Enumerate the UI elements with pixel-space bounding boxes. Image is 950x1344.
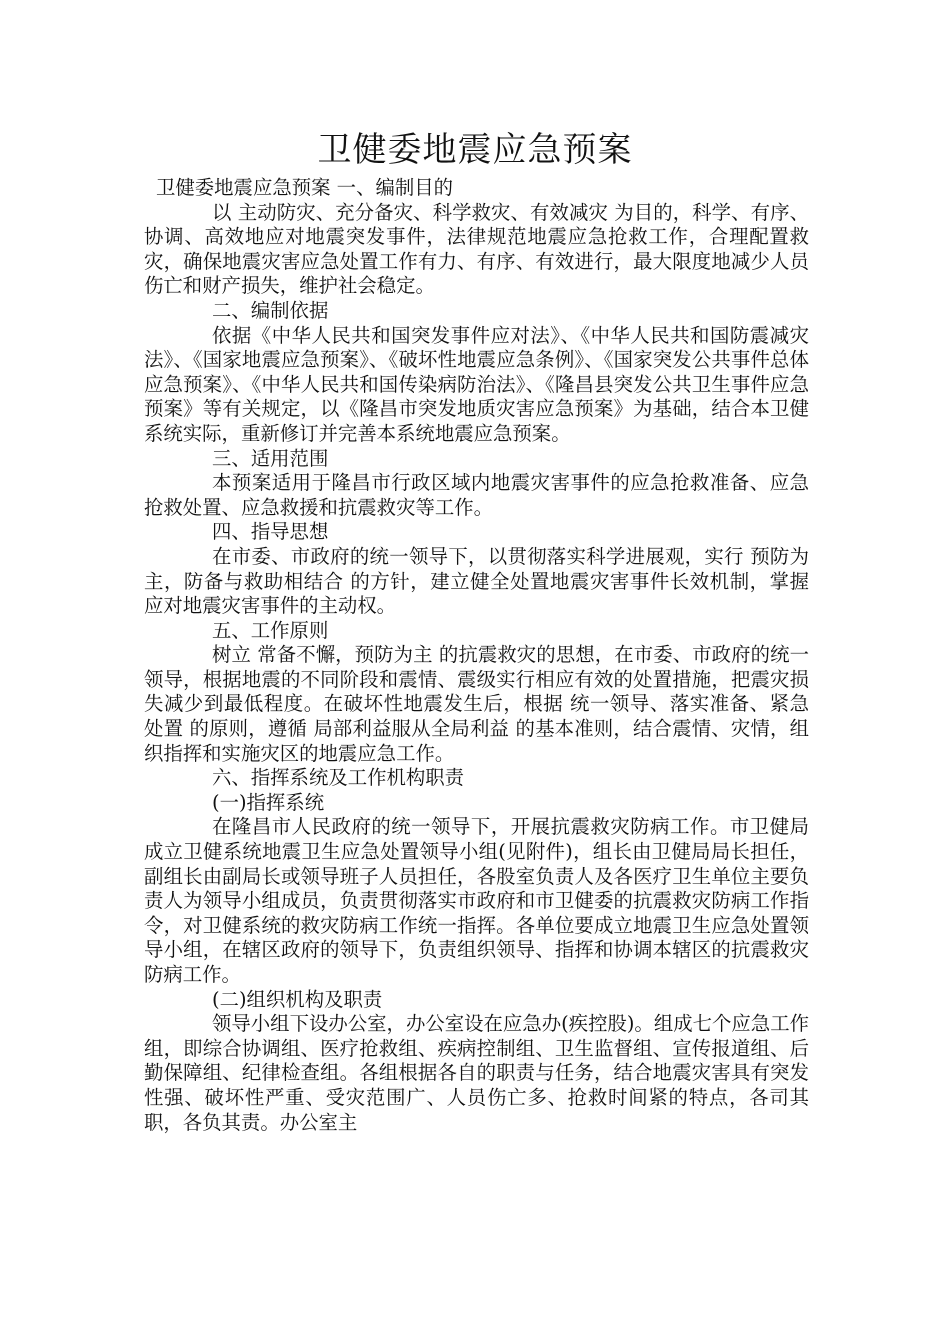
subsection-heading: (一)指挥系统: [212, 790, 325, 814]
section-heading: 六、指挥系统及工作机构职责: [212, 766, 465, 790]
body-paragraph: 在市委、市政府的统一领导下，以贯彻落实科学进展观，实行 预防为主，防备与救助相结合 的方针，建立健全处置地震灾害事件长效机制，掌握应对地震灾害事件的主动权。: [144, 544, 809, 618]
section-heading: 三、适用范围: [212, 446, 329, 470]
body-paragraph: 以 主动防灾、充分备灾、科学救灾、有效减灾 为目的，科学、有序、协调、高效地应对地震突发事件，法律规范地震应急抢救工作，合理配置救灾，确保地震灾害应急处置工作有力、有序、有效进行，最大限度地减少人员伤亡和财产损失，维护社会稳定。: [144, 200, 809, 298]
body-paragraph: 依据《中华人民共和国突发事件应对法》、《中华人民共和国防震减灾法》、《国家地震应急预案》、《破坏性地震应急条例》、《国家突发公共事件总体应急预案》、《中华人民共和国传染病防治法》、《隆昌县突发公共卫生事件应急预案》等有关规定，以《隆昌市突发地质灾害应急预案》为基础，结合本卫健系统实际，重新修订并完善本系统地震应急预案。: [144, 323, 809, 445]
body-paragraph: 领导小组下设办公室，办公室设在应急办(疾控股)。组成七个应急工作组，即综合协调组、医疗抢救组、疾病控制组、卫生监督组、宣传报道组、后勤保障组、纪律检查组。各组根据各自的职责与任务，结合地震灾害具有突发性强、破坏性严重、受灾范围广、人员伤亡多、抢救时间紧的特点，各司其职，各负其责。办公室主: [144, 1012, 809, 1134]
subsection-heading: (二)组织机构及职责: [212, 987, 383, 1011]
body-paragraph: 本预案适用于隆昌市行政区域内地震灾害事件的应急抢救准备、应急抢救处置、应急救援和抗震救灾等工作。: [144, 471, 809, 519]
body-paragraph: 在隆昌市人民政府的统一领导下，开展抗震救灾防病工作。市卫健局成立卫健系统地震卫生应急处置领导小组(见附件)，组长由卫健局局长担任，副组长由副局长或领导班子人员担任，各股室负责人及各医疗卫生单位主要负责人为领导小组成员，负责贯彻落实市政府和市卫健委的抗震救灾防病工作指令，对卫健系统的救灾防病工作统一指挥。各单位要成立地震卫生应急处置领导小组，在辖区政府的领导下，负责组织领导、指挥和协调本辖区的抗震救灾防病工作。: [144, 815, 809, 986]
document-title: 卫健委地震应急预案: [317, 130, 633, 170]
section-heading: 二、编制依据: [212, 298, 329, 322]
section-heading: 五、工作原则: [212, 618, 329, 642]
document-body: [144, 176, 809, 1135]
section-heading: 四、指导思想: [212, 520, 329, 544]
body-paragraph: 树立 常备不懈，预防为主 的抗震救灾的思想，在市委、市政府的统一领导，根据地震的不同阶段和震情、震级实行相应有效的处置措施，把震灾损失减少到最低程度。在破坏性地震发生后，根据 统一领导、落实准备、紧急处置 的原则，遵循 局部利益服从全局利益 的基本准则，结合震情、灾情，组织指挥和实施灾区的地震应急工作。: [144, 643, 809, 765]
intro-line: 卫健委地震应急预案 一、编制目的: [156, 176, 454, 199]
